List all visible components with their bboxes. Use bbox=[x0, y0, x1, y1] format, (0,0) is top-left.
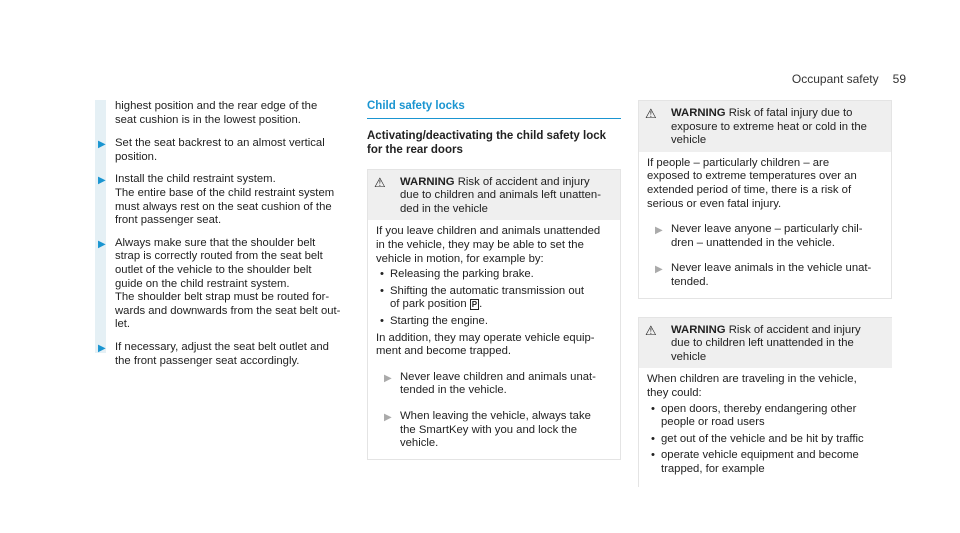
warning-step bbox=[376, 410, 612, 451]
text-line: extended period of time, there is a risk of bbox=[647, 183, 852, 196]
text-line: let. bbox=[115, 318, 131, 331]
section-name: Occupant safety bbox=[791, 72, 879, 86]
warning-header bbox=[639, 318, 892, 369]
text-line: Set the seat backrest to an almost vertical bbox=[115, 137, 325, 150]
arrow-icon: ▶ bbox=[655, 225, 663, 237]
text-line: position. bbox=[115, 150, 158, 163]
text-line: of park position bbox=[390, 298, 470, 311]
text-line: strap is correctly routed from the seat belt bbox=[115, 250, 323, 263]
warning-label: WARNING bbox=[671, 323, 726, 336]
text-line: people or road users bbox=[661, 416, 765, 429]
text-line: they could: bbox=[647, 386, 702, 399]
bullet-list bbox=[376, 268, 612, 328]
warning-triangle-icon: ⚠ bbox=[645, 322, 657, 338]
warning-body bbox=[639, 368, 892, 487]
page-header bbox=[792, 73, 906, 87]
text-line: vehicle in motion, for example by: bbox=[376, 252, 544, 265]
text-line: Install the child restraint system. bbox=[115, 173, 276, 186]
text-line: Risk of accident and injury bbox=[457, 175, 590, 188]
text-line: in the vehicle, they may be able to set the bbox=[376, 238, 584, 251]
warning-header bbox=[368, 170, 620, 221]
subsection-title bbox=[367, 129, 621, 157]
bullet-list bbox=[647, 403, 884, 477]
text-line: guide on the child restraint system. bbox=[115, 277, 290, 290]
warning-label: WARNING bbox=[671, 107, 726, 119]
text-line: dren – unattended in the vehicle. bbox=[671, 236, 835, 249]
text-line: Never leave animals in the vehicle unat- bbox=[671, 262, 872, 275]
column-2 bbox=[367, 100, 621, 460]
arrow-icon: ▶ bbox=[98, 238, 106, 250]
text-line: vehicle bbox=[671, 350, 707, 363]
text-line: The entire base of the child restraint system bbox=[115, 186, 335, 199]
warning-body bbox=[368, 220, 620, 458]
instruction-step bbox=[95, 137, 349, 164]
column-3 bbox=[638, 100, 892, 487]
text-line: Risk of fatal injury due to bbox=[728, 107, 853, 119]
text-line: Always make sure that the shoulder belt bbox=[115, 236, 316, 249]
warning-box bbox=[638, 317, 892, 488]
arrow-icon: ▶ bbox=[655, 264, 663, 276]
warning-step bbox=[647, 223, 883, 250]
list-item bbox=[647, 403, 884, 430]
continued-text bbox=[115, 100, 349, 127]
text-line: due to children left unattended in the bbox=[671, 337, 854, 350]
arrow-icon: ▶ bbox=[98, 139, 106, 151]
list-item bbox=[376, 315, 612, 329]
text-line: Activating/deactivating the child safety lock bbox=[367, 129, 607, 142]
text-line: Risk of accident and injury bbox=[728, 323, 861, 336]
warning-body bbox=[639, 152, 891, 298]
arrow-icon: ▶ bbox=[98, 175, 106, 187]
warning-triangle-icon: ⚠ bbox=[374, 174, 386, 190]
text-line: If necessary, adjust the seat belt outlet and bbox=[115, 340, 329, 353]
warning-triangle-icon: ⚠ bbox=[645, 106, 657, 121]
text-line: for the rear doors bbox=[367, 143, 463, 156]
arrow-icon: ▶ bbox=[98, 342, 106, 354]
text-line: front passenger seat. bbox=[115, 214, 222, 227]
text-line: highest position and the rear edge of the bbox=[115, 100, 318, 112]
bullet-icon: • bbox=[651, 432, 655, 445]
bullet-icon: • bbox=[380, 284, 384, 297]
arrow-icon: ▶ bbox=[384, 411, 392, 423]
text-line: In addition, they may operate vehicle equip- bbox=[376, 331, 595, 344]
text-line: tended. bbox=[671, 275, 709, 288]
text-line: due to children and animals left unatten- bbox=[400, 189, 601, 202]
warning-label: WARNING bbox=[400, 175, 455, 188]
list-item bbox=[376, 268, 612, 282]
text-line: seat cushion is in the lowest position. bbox=[115, 113, 301, 126]
list-item bbox=[647, 449, 884, 476]
text-line: exposure to extreme heat or cold in the bbox=[671, 120, 867, 133]
park-position-icon: P bbox=[471, 300, 478, 310]
text-line: open doors, thereby endangering other bbox=[661, 402, 857, 415]
bullet-icon: • bbox=[380, 314, 384, 327]
section-title: Child safety locks bbox=[367, 100, 621, 119]
text-line: outlet of the vehicle to the shoulder belt bbox=[115, 263, 312, 276]
text-line: get out of the vehicle and be hit by traffic bbox=[661, 432, 864, 445]
text-line: Starting the engine. bbox=[390, 314, 488, 327]
text-line: trapped, for example bbox=[661, 462, 765, 475]
text-line: If you leave children and animals unattended bbox=[376, 225, 601, 238]
warning-header bbox=[639, 101, 891, 152]
bullet-icon: • bbox=[380, 268, 384, 281]
warning-box bbox=[367, 169, 621, 460]
list-item bbox=[647, 433, 884, 447]
column-1 bbox=[95, 100, 349, 368]
text-line: operate vehicle equipment and become bbox=[661, 449, 859, 462]
text-line: When children are traveling in the vehicle, bbox=[647, 373, 857, 386]
text-line: wards and downwards from the seat belt out- bbox=[115, 304, 341, 317]
text-line: exposed to extreme temperatures over an bbox=[647, 170, 857, 183]
instruction-step bbox=[95, 341, 349, 368]
text-line: If people – particularly children – are bbox=[647, 156, 830, 169]
text-line: vehicle. bbox=[400, 437, 439, 450]
text-line: vehicle bbox=[671, 134, 707, 147]
text-line: tended in the vehicle. bbox=[400, 384, 507, 397]
instruction-step bbox=[95, 237, 349, 332]
arrow-icon: ▶ bbox=[384, 372, 392, 384]
text-line: ment and become trapped. bbox=[376, 345, 512, 358]
bullet-icon: • bbox=[651, 449, 655, 462]
page-number: 59 bbox=[892, 72, 906, 86]
bullet-icon: • bbox=[651, 402, 655, 415]
text-line: serious or even fatal injury. bbox=[647, 197, 782, 210]
text-line: the SmartKey with you and lock the bbox=[400, 423, 578, 436]
text-line: The shoulder belt strap must be routed for- bbox=[115, 291, 330, 304]
instruction-step bbox=[95, 173, 349, 227]
text-line: Never leave children and animals unat- bbox=[400, 370, 596, 383]
text-line: Releasing the parking brake. bbox=[390, 268, 534, 281]
text-line: When leaving the vehicle, always take bbox=[400, 409, 591, 422]
text-line: the front passenger seat accordingly. bbox=[115, 354, 300, 367]
warning-step bbox=[376, 371, 612, 398]
text-line: ded in the vehicle bbox=[400, 202, 488, 215]
text-line: must always rest on the seat cushion of the bbox=[115, 200, 332, 213]
text-line: Never leave anyone – particularly chil- bbox=[671, 223, 863, 236]
warning-box bbox=[638, 100, 892, 299]
warning-step bbox=[647, 262, 883, 289]
text-line: Shifting the automatic transmission out bbox=[390, 284, 585, 297]
list-item: • Shifting the automatic transmission out of park position P . bbox=[376, 285, 612, 312]
